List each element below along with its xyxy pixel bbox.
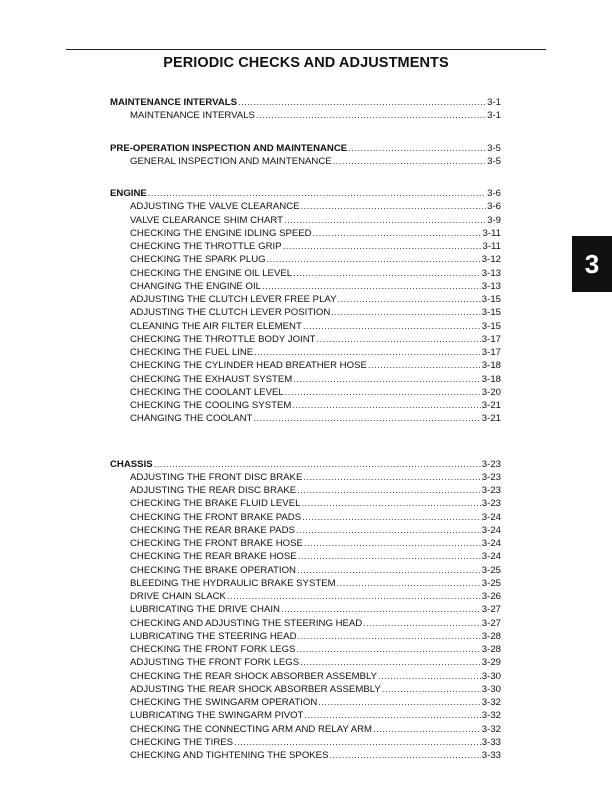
dot-leader [313, 227, 482, 240]
toc-entry-label: CHECKING THE CYLINDER HEAD BREATHER HOSE [130, 360, 367, 372]
toc-entry-label: CHECKING THE REAR BRAKE HOSE [130, 551, 297, 563]
dot-leader [293, 373, 481, 386]
toc-page-number: 3-28 [481, 630, 501, 642]
dot-leader [254, 346, 481, 359]
toc-entry-label: ADJUSTING THE CLUTCH LEVER FREE PLAY [130, 294, 337, 305]
toc-page-number: 3-15 [481, 294, 501, 305]
toc-entry-label: CHANGING THE COOLANT [130, 413, 253, 425]
toc-entry[interactable] [110, 484, 501, 497]
toc-entry-label: CHECKING THE FRONT BRAKE HOSE [130, 538, 303, 549]
toc-page-number: 3-24 [481, 524, 501, 536]
toc-entry-label: CHECKING THE BRAKE OPERATION [130, 564, 296, 576]
toc-entry-label: CHECKING THE ENGINE OIL LEVEL [130, 267, 293, 279]
dot-leader [292, 399, 480, 412]
dot-leader [317, 333, 481, 346]
toc-entry[interactable] [110, 227, 501, 240]
toc-entry-label: BLEEDING THE HYDRAULIC BRAKE SYSTEM [130, 577, 336, 589]
toc-entry-label: LUBRICATING THE SWINGARM PIVOT [130, 710, 304, 722]
chapter-tab: 3 [572, 236, 612, 292]
toc-page-number: 3-27 [481, 604, 501, 616]
toc-page-number: 3-11 [482, 227, 501, 239]
toc-entry[interactable] [110, 723, 501, 736]
dot-leader [148, 187, 486, 200]
toc-page-number: 3-6 [487, 201, 501, 213]
dot-leader [284, 214, 486, 227]
dot-leader [378, 670, 481, 683]
toc-page-number: 3-20 [481, 386, 501, 398]
toc-page-number: 3-26 [481, 591, 501, 602]
toc-page-number: 3-28 [481, 644, 501, 655]
toc-page-number: 3-33 [481, 750, 501, 761]
dot-leader [331, 306, 481, 319]
toc-page-number: 3-13 [481, 280, 501, 292]
toc-entry[interactable] [110, 399, 501, 412]
toc-page-number: 3-6 [487, 188, 501, 199]
toc-entry[interactable] [110, 200, 501, 213]
toc-entry[interactable] [110, 590, 501, 603]
toc-entry[interactable] [110, 524, 501, 537]
toc-entry[interactable] [110, 359, 501, 372]
toc-entry[interactable] [110, 386, 501, 399]
toc-page-number: 3-24 [481, 538, 501, 549]
toc-entry-label: CHECKING AND TIGHTENING THE SPOKES [130, 750, 329, 761]
toc-entry-label: ADJUSTING THE REAR SHOCK ABSORBER ASSEMBLY [130, 683, 381, 695]
toc-page-number: 3-32 [481, 710, 501, 722]
toc-entry[interactable] [110, 630, 501, 643]
page-title: PERIODIC CHECKS AND ADJUSTMENTS [163, 55, 449, 71]
dot-leader [302, 511, 481, 524]
toc-page-number: 3-12 [481, 254, 501, 266]
toc-entry[interactable] [110, 214, 501, 227]
toc-page-number: 3-9 [487, 214, 501, 226]
toc-page-number: 3-32 [481, 723, 501, 735]
toc-entry[interactable] [110, 373, 501, 386]
dot-leader [285, 386, 481, 399]
toc-entry-label: CHECKING THE REAR BRAKE PADS [130, 524, 295, 536]
toc-entry-label: CHECKING THE FRONT BRAKE PADS [130, 511, 302, 523]
toc-section-pre-operation [110, 142, 501, 169]
toc-entry[interactable] [110, 537, 501, 550]
toc-entry-label: ADJUSTING THE CLUTCH LEVER POSITION [130, 307, 331, 319]
toc-page-number: 3-24 [481, 551, 501, 563]
toc-section-chassis [110, 458, 501, 763]
toc-page-number: 3-33 [481, 736, 501, 748]
toc-entry-label: ADJUSTING THE FRONT DISC BRAKE [130, 471, 303, 483]
toc-entry-label: CHECKING THE CONNECTING ARM AND RELAY ARM [130, 723, 373, 735]
toc-page-number: 3-1 [487, 97, 501, 108]
toc-page-number: 3-18 [481, 360, 501, 372]
toc-page-number: 3-27 [481, 617, 501, 629]
dot-leader [303, 471, 480, 484]
dot-leader [256, 109, 486, 122]
dot-leader [300, 656, 481, 669]
dot-leader [298, 550, 481, 563]
toc-entry-label: CHANGING THE ENGINE OIL [130, 280, 261, 292]
toc-page-number: 3-18 [481, 373, 501, 385]
toc-entry-label: LUBRICATING THE DRIVE CHAIN [130, 604, 280, 616]
toc-entry[interactable] [110, 603, 501, 616]
dot-leader [296, 524, 481, 537]
dot-leader [297, 564, 481, 577]
dot-leader [348, 142, 486, 155]
toc-entry[interactable] [110, 736, 501, 749]
dot-leader [301, 200, 487, 213]
dot-leader [318, 696, 481, 709]
toc-entry-label: MAINTENANCE INTERVALS [130, 110, 255, 122]
toc-entry-label: CHECKING THE COOLANT LEVEL [130, 386, 284, 398]
toc-page-number: 3-23 [481, 485, 501, 496]
dot-leader [303, 320, 481, 333]
toc-entry-label: ADJUSTING THE FRONT FORK LEGS [130, 657, 300, 669]
dot-leader [333, 155, 486, 168]
dot-leader [368, 359, 481, 372]
toc-page-number: 3-5 [487, 155, 501, 167]
toc-entry[interactable] [110, 240, 501, 253]
toc-entry[interactable] [110, 267, 501, 280]
toc-page-number: 3-5 [487, 142, 501, 154]
dot-leader [304, 537, 481, 550]
dot-leader [373, 723, 481, 736]
toc-entry-label: GENERAL INSPECTION AND MAINTENANCE [130, 155, 332, 167]
toc-entry[interactable] [110, 320, 501, 333]
header-rule [66, 49, 546, 50]
toc-entry[interactable] [110, 109, 501, 122]
toc-page-number: 3-25 [481, 564, 501, 576]
toc-entry-label: CHECKING THE SWINGARM OPERATION [130, 697, 318, 708]
toc-entry[interactable] [110, 656, 501, 669]
toc-entry-label: CHECKING THE THROTTLE GRIP [130, 241, 282, 252]
toc-entry[interactable] [110, 471, 501, 484]
toc-entry[interactable] [110, 577, 501, 590]
toc-page-number: 3-23 [481, 471, 501, 483]
toc-entry[interactable] [110, 643, 501, 656]
toc-entry-label: LUBRICATING THE STEERING HEAD [130, 630, 297, 642]
toc-page-number: 3-17 [481, 333, 501, 345]
toc-page-number: 3-30 [481, 670, 501, 682]
toc-section-maintenance-intervals [110, 96, 501, 123]
toc-entry[interactable] [110, 412, 501, 425]
toc-page-number: 3-11 [482, 241, 501, 252]
toc-entry[interactable] [110, 696, 501, 709]
toc-entry-label: CHECKING THE REAR SHOCK ABSORBER ASSEMBLY [130, 670, 378, 682]
toc-entry[interactable] [110, 280, 501, 293]
table-of-contents [110, 96, 501, 762]
dot-leader [363, 617, 481, 630]
toc-page-number: 3-17 [481, 347, 501, 358]
toc-page-number: 3-21 [481, 400, 501, 411]
toc-page-number: 3-32 [481, 697, 501, 708]
toc-entry-label: CHECKING AND ADJUSTING THE STEERING HEAD [130, 617, 363, 629]
toc-entry-label: CHECKING THE BRAKE FLUID LEVEL [130, 498, 301, 510]
toc-entry-label: CHECKING THE TIRES [130, 736, 234, 748]
toc-entry-label: ENGINE [110, 188, 147, 199]
toc-page-number: 3-30 [481, 683, 501, 695]
toc-page-number: 3-15 [481, 307, 501, 319]
toc-entry[interactable] [110, 617, 501, 630]
toc-page-number: 3-24 [481, 511, 501, 523]
dot-leader [382, 683, 481, 696]
toc-section-heading[interactable] [110, 187, 501, 200]
dot-leader [154, 458, 481, 471]
toc-entry[interactable] [110, 670, 501, 683]
toc-entry-label: CHECKING THE ENGINE IDLING SPEED [130, 227, 312, 239]
dot-leader [337, 577, 481, 590]
dot-leader [253, 412, 480, 425]
toc-entry[interactable] [110, 155, 501, 168]
dot-leader [267, 253, 481, 266]
toc-entry[interactable] [110, 683, 501, 696]
toc-entry-label: CHECKING THE FUEL LINE [130, 347, 254, 358]
toc-entry[interactable] [110, 511, 501, 524]
toc-section-heading[interactable] [110, 142, 501, 155]
toc-page-number: 3-13 [481, 267, 501, 279]
dot-leader [238, 96, 486, 109]
toc-section-heading[interactable] [110, 96, 501, 109]
dot-leader [329, 749, 480, 762]
toc-page-number: 3-25 [481, 577, 501, 589]
toc-entry[interactable] [110, 306, 501, 319]
toc-page-number: 3-29 [481, 657, 501, 669]
dot-leader [281, 603, 481, 616]
toc-entry-label: CHECKING THE SPARK PLUG [130, 254, 266, 266]
toc-entry-label: CLEANING THE AIR FILTER ELEMENT [130, 320, 302, 332]
toc-entry-label: CHECKING THE COOLING SYSTEM [130, 400, 292, 411]
toc-entry[interactable] [110, 550, 501, 563]
toc-entry-label: CHECKING THE THROTTLE BODY JOINT [130, 333, 316, 345]
toc-entry[interactable] [110, 564, 501, 577]
toc-page-number: 3-21 [481, 413, 501, 425]
toc-section-engine [110, 187, 501, 426]
dot-leader [338, 293, 481, 306]
toc-section-heading[interactable] [110, 458, 501, 471]
toc-entry-label: CHASSIS [110, 458, 153, 470]
dot-leader [297, 484, 481, 497]
dot-leader [301, 497, 480, 510]
toc-page-number: 3-23 [481, 498, 501, 510]
toc-page-number: 3-1 [487, 110, 501, 122]
toc-entry[interactable] [110, 293, 501, 306]
toc-entry[interactable] [110, 253, 501, 266]
dot-leader [283, 240, 482, 253]
toc-page-number: 3-23 [481, 458, 501, 470]
toc-entry[interactable] [110, 497, 501, 510]
toc-entry[interactable] [110, 346, 501, 359]
dot-leader [304, 709, 480, 722]
toc-entry[interactable] [110, 709, 501, 722]
toc-page-number: 3-15 [481, 320, 501, 332]
toc-entry-label: MAINTENANCE INTERVALS [110, 97, 238, 108]
toc-entry-label: CHECKING THE FRONT FORK LEGS [130, 644, 296, 655]
toc-entry[interactable] [110, 333, 501, 346]
dot-leader [234, 736, 481, 749]
toc-entry-label: ADJUSTING THE VALVE CLEARANCE [130, 201, 300, 213]
dot-leader [296, 643, 480, 656]
dot-leader [262, 280, 481, 293]
dot-leader [298, 630, 481, 643]
toc-entry-label: PRE-OPERATION INSPECTION AND MAINTENANCE [110, 142, 348, 154]
dot-leader [227, 590, 481, 603]
toc-entry[interactable] [110, 749, 501, 762]
dot-leader [293, 267, 481, 280]
toc-entry-label: CHECKING THE EXHAUST SYSTEM [130, 373, 293, 385]
toc-entry-label: ADJUSTING THE REAR DISC BRAKE [130, 485, 297, 496]
toc-entry-label: VALVE CLEARANCE SHIM CHART [130, 214, 284, 226]
toc-entry-label: DRIVE CHAIN SLACK [130, 591, 226, 602]
